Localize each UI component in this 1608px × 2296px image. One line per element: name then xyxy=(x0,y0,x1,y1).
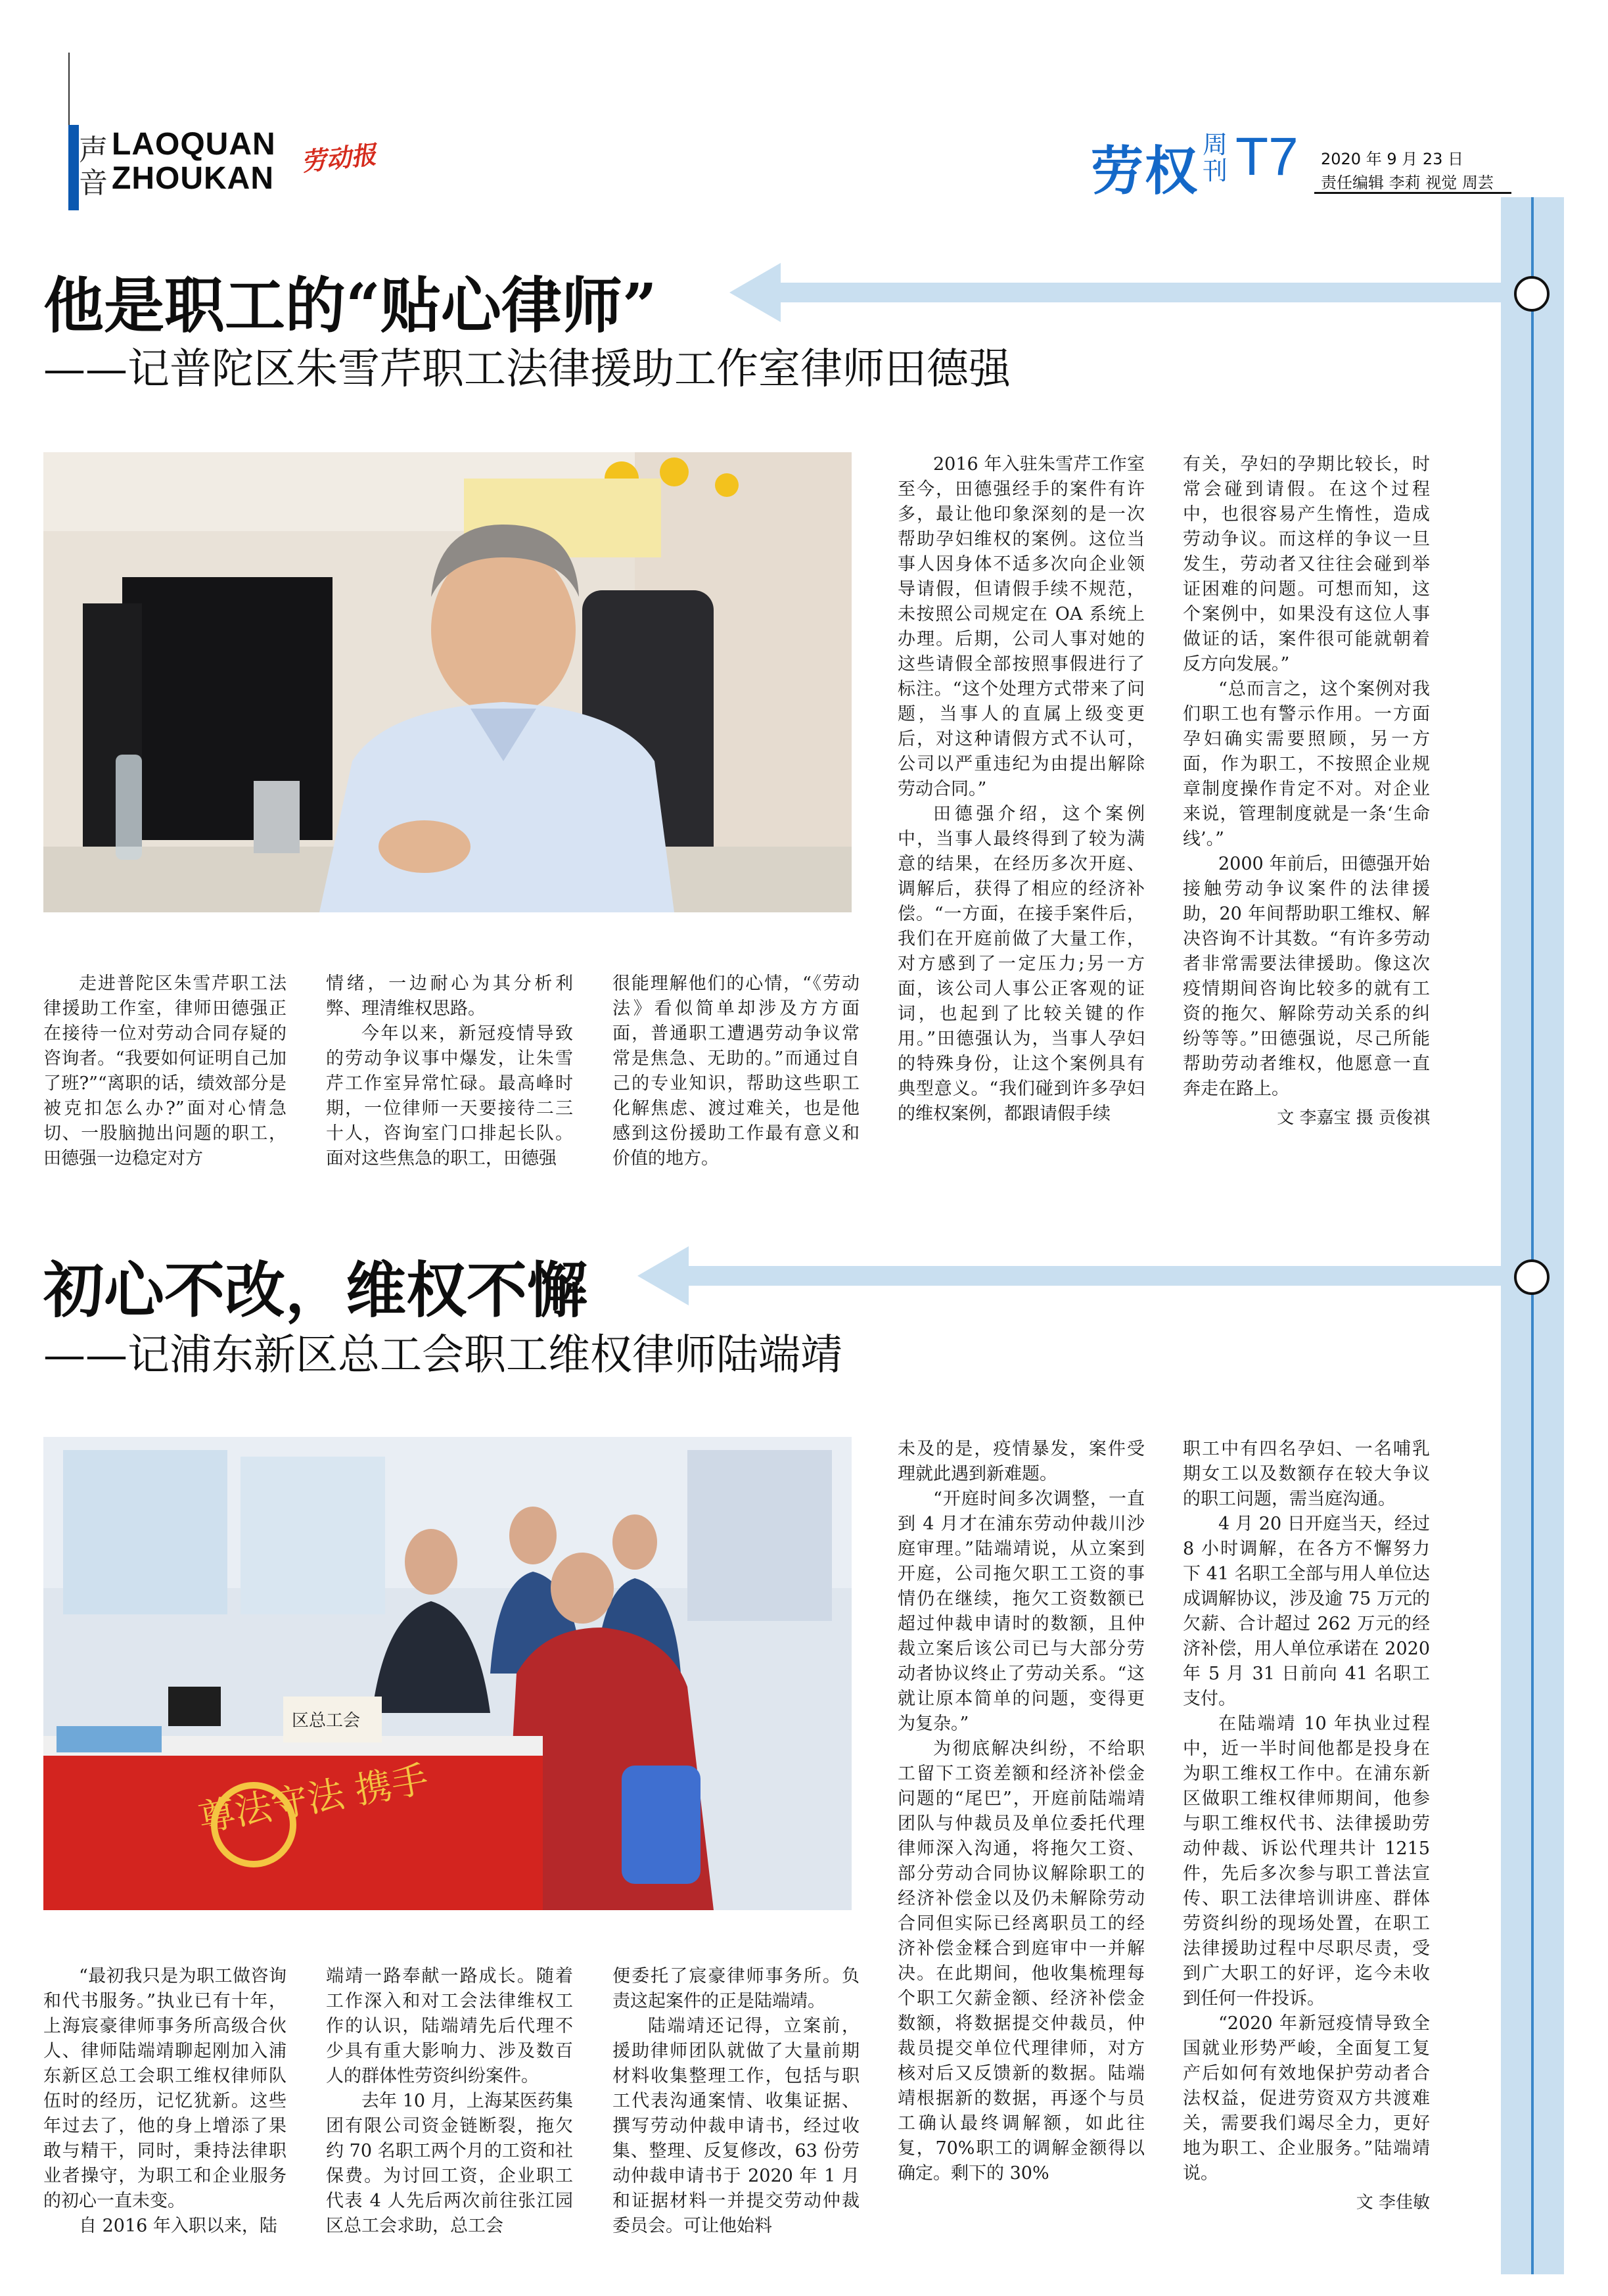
newspaper-logo: 劳动报 xyxy=(300,139,378,177)
article2-title: 初心不改，维权不懈 xyxy=(43,1255,588,1326)
article1-column-2 xyxy=(326,972,573,1171)
header-column-cn-2: 音 xyxy=(79,166,108,200)
rail-circle-1 xyxy=(1514,276,1550,312)
article2-subtitle: ——记浦东新区总工会职工维权律师陆端靖 xyxy=(43,1331,842,1380)
header-rule-vertical xyxy=(68,53,70,125)
article2-paragraph: “2020 年新冠疫情导致全国就业形势严峻，全面复工复产后如何有效地保护劳动者合法权益，促进劳资双方共渡难关，需要我们竭尽全力，更好地为职工、企业服务。”陆端靖说。 xyxy=(1183,2013,1430,2184)
article2-paragraph: 在陆端靖 10 年执业过程中，近一半时间他都是投身在为职工维权工作中。在浦东新区做职工维权律师期间，他参与职工维权代书、法律援助劳动仲裁、诉讼代理共计 1215 件，先后多次参与职工普法宣传、职工法律培训讲座、群体劳资纠纷的现场处置，在职工法律援助过程中尽职尽责，受到广大职工的好评，迄今未收到任何一件投诉。 xyxy=(1183,1714,1430,2009)
article1-paragraph: 2000 年前后，田德强开始接触劳动争议案件的法律援助，20 年间帮助职工维权、解决咨询不计其数。“有许多劳动者非常需要法律援助。像这次疫情期间咨询比较多的就有工资的拖欠、解除劳动关系的纠纷等等。”田德强说，尽己所能帮助劳动者维权，他愿意一直奔走在路上。 xyxy=(1183,854,1430,1099)
article1-paragraph: 很能理解他们的心情，“《劳动法》看似简单却涉及方方面面，普通职工遭遇劳动争议常常是焦急、无助的。”而通过自己的专业知识，帮助这些职工化解焦虑、渡过难关，也是他感到这份援助工作最有意义和价值的地方。 xyxy=(612,973,860,1169)
article1-photo xyxy=(43,452,852,912)
lawyer-consultation-photo xyxy=(43,452,852,912)
title-arrow-head-1 xyxy=(729,263,781,322)
article2-column-4 xyxy=(898,1437,1145,2186)
article2-paragraph: 为彻底解决纠纷，不给职工留下工资差额和经济补偿金问题的“尾巴”，开庭前陆端靖团队与仲裁员及单位委托代理律师深入沟通，将拖欠工资、部分劳动合同协议解除职工的经济补偿金以及仍未解除劳动合同但实际已经离职员工的经济补偿金糅合到庭审中一并解决。在此期间，他收集梳理每个职工欠薪金额、经济补偿金数额，将数据提交仲裁员，仲裁员提交单位代理律师，对方核对后又反馈新的数据。陆端靖根据新的数据，再逐个与员工确认最终调解额，如此往复，70%职工的调解金额得以确定。剩下的 30% xyxy=(898,1739,1145,2184)
article1-column-1 xyxy=(43,972,287,1171)
article2-paragraph: 自 2016 年入职以来，陆 xyxy=(79,2216,277,2236)
article1-paragraph: 田德强介绍，这个案例中，当事人最终得到了较为满意的结果，在经历多次开庭、调解后，获得了相应的经济补偿。“一方面，在接手案件后，我们在开庭前做了大量工作，对方感到了一定压力;另一方面，该公司人事公正客观的证词，也起到了比较关键的作用。”田德强认为，当事人孕妇的特殊身份，让这个案例具有典型意义。“我们碰到许多孕妇的维权案例，都跟请假手续 xyxy=(898,804,1145,1124)
header-blue-bar xyxy=(68,125,79,210)
article1-byline: 文 李嘉宝 摄 贡俊祺 xyxy=(1277,1108,1430,1128)
article2-paragraph: 便委托了宸豪律师事务所。负责这起案件的正是陆端靖。 xyxy=(612,1966,860,2011)
article2-paragraph: 4 月 20 日开庭当天，经过 8 小时调解，在各方不懈努力下 41 名职工全部与用人单位达成调解协议，涉及逾 75 万元的欠薪、合计超过 262 万元的经济补偿，用人单位承诺在 2020 年 5 月 31 日前向 41 名职工支付。 xyxy=(1183,1514,1430,1709)
article2-column-2 xyxy=(326,1964,573,2239)
article2-paragraph: 端靖一路奉献一路成长。随着工作深入和对工会法律维权工作的认识，陆端靖先后代理不少具有重大影响力、涉及数百人的群体性劳资纠纷案件。 xyxy=(326,1966,573,2086)
banner-text: 尊法守法 携手 xyxy=(195,1758,432,1840)
article2-paragraph: 职工中有四名孕妇、一名哺乳期女工以及数额存在较大争议的职工问题，需当庭沟通。 xyxy=(1183,1439,1430,1509)
article1-subtitle: ——记普陀区朱雪芹职工法律援助工作室律师田德强 xyxy=(43,345,1011,394)
legal-aid-event-photo xyxy=(43,1437,852,1910)
article1-paragraph: 有关，孕妇的孕期比较长，时常会碰到请假。在这个过程中，也很容易产生惰性，造成劳动争议。而这样的争议一旦发生，劳动者又往往会碰到举证困难的问题。可想而知，这个案例中，如果没有这位人事做证的话，案件很可能就朝着反方向发展。” xyxy=(1183,454,1430,674)
header-rule xyxy=(1314,192,1511,194)
article2-column-5 xyxy=(1183,1437,1430,2215)
header-column-en-2: ZHOUKAN xyxy=(112,161,274,196)
article2-paragraph: “开庭时间多次调整，一直到 4 月才在浦东劳动仲裁川沙庭审理。”陆端靖说，从立案到开庭，公司拖欠职工工资的事情仍在继续，拖欠工资数额已超过仲裁申请时的数额，且仲裁立案后该公司已与大部分劳动者协议终止了劳动关系。“这就让原本简单的问题，变得更为复杂。” xyxy=(898,1489,1145,1734)
rail-circle-2 xyxy=(1514,1259,1550,1295)
article2-paragraph: 陆端靖还记得，立案前，援助律师团队就做了大量前期材料收集整理工作，包括与职工代表沟通案情、收集证据、撰写劳动仲裁申请书，经过收集、整理、反复修改，63 份劳动仲裁申请书于 2020 年 1 月和证据材料一并提交劳动仲裁委员会。可让他始料 xyxy=(612,2016,860,2236)
title-arrow-head-2 xyxy=(637,1246,689,1305)
article2-paragraph: “最初我只是为职工做咨询和代书服务。”执业已有十年，上海宸豪律师事务所高级合伙人、律师陆端靖聊起刚加入浦东新区总工会职工维权律师队伍时的经历，记忆犹新。这些年过去了，他的身上增添了果敢与精干，同时，秉持法律职业者操守，为职工和企业服务的初心一直未变。 xyxy=(43,1966,287,2211)
header-column-en-1: LAOQUAN xyxy=(112,127,276,162)
article1-paragraph: 情绪，一边耐心为其分析利弊、理清维权思路。 xyxy=(326,973,573,1019)
section-title: 劳权 xyxy=(1091,141,1199,202)
article1-paragraph: 走进普陀区朱雪芹职工法律援助工作室，律师田德强正在接待一位对劳动合同存疑的咨询者。“我要如何证明自己加了班?”“离职的话，绩效部分是被克扣怎么办?”面对心情急切、一股脑抛出问题的职工，田德强一边稳定对方 xyxy=(43,973,287,1169)
title-arrow-bar-2 xyxy=(683,1266,1531,1286)
article2-byline: 文 李佳敏 xyxy=(1356,2193,1430,2213)
desk-sign-text: 区总工会 xyxy=(292,1711,361,1731)
article1-paragraph: 今年以来，新冠疫情导致的劳动争议事中爆发，让朱雪芹工作室异常忙碌。最高峰时期，一位律师一天要接待二三十人，咨询室门口排起长队。面对这些焦急的职工，田德强 xyxy=(326,1023,573,1169)
article2-photo xyxy=(43,1437,852,1910)
article1-column-5 xyxy=(1183,452,1430,1131)
page-number: T7 xyxy=(1235,127,1298,187)
title-arrow-bar-1 xyxy=(775,283,1531,302)
article2-column-1 xyxy=(43,1964,287,2239)
issue-date: 2020 年 9 月 23 日 xyxy=(1321,150,1464,168)
article1-title: 他是职工的“贴心律师” xyxy=(43,270,657,341)
article1-paragraph: 2016 年入驻朱雪芹工作室至今，田德强经手的案件有许多，最让他印象深刻的是一次帮助孕妇维权的案例。这位当事人因身体不适多次向企业领导请假，但请假手续不规范，未按照公司规定在 OA 系统上办理。后期，公司人事对她的这些请假全部按照事假进行了标注。“这个处理方式带来了问题，当事人的直属上级变更后，对这种请假方式不认可，公司以严重违纪为由提出解除劳动合同。” xyxy=(898,454,1145,799)
editor-credit: 责任编辑 李莉 视觉 周芸 xyxy=(1321,174,1494,192)
article1-column-3 xyxy=(612,972,860,1171)
article2-paragraph: 未及的是，疫情暴发，案件受理就此遇到新难题。 xyxy=(898,1439,1145,1484)
article2-paragraph: 去年 10 月，上海某医药集团有限公司资金链断裂，拖欠约 70 名职工两个月的工资和社保费。为讨回工资，企业职工代表 4 人先后两次前往张江园区总工会求助，总工会 xyxy=(326,2091,573,2236)
header-column-cn-1: 声 xyxy=(79,133,108,167)
right-rail-line xyxy=(1531,197,1534,2274)
article1-paragraph: “总而言之，这个案例对我们职工也有警示作用。一方面孕妇确实需要照顾，另一方面，作为职工，不按照企业规章制度操作肯定不对。对企业来说，管理制度就是一条‘生命线’。” xyxy=(1183,679,1430,849)
section-weekly: 周刊 xyxy=(1203,130,1228,185)
article1-column-4 xyxy=(898,452,1145,1127)
article2-column-3 xyxy=(612,1964,860,2239)
